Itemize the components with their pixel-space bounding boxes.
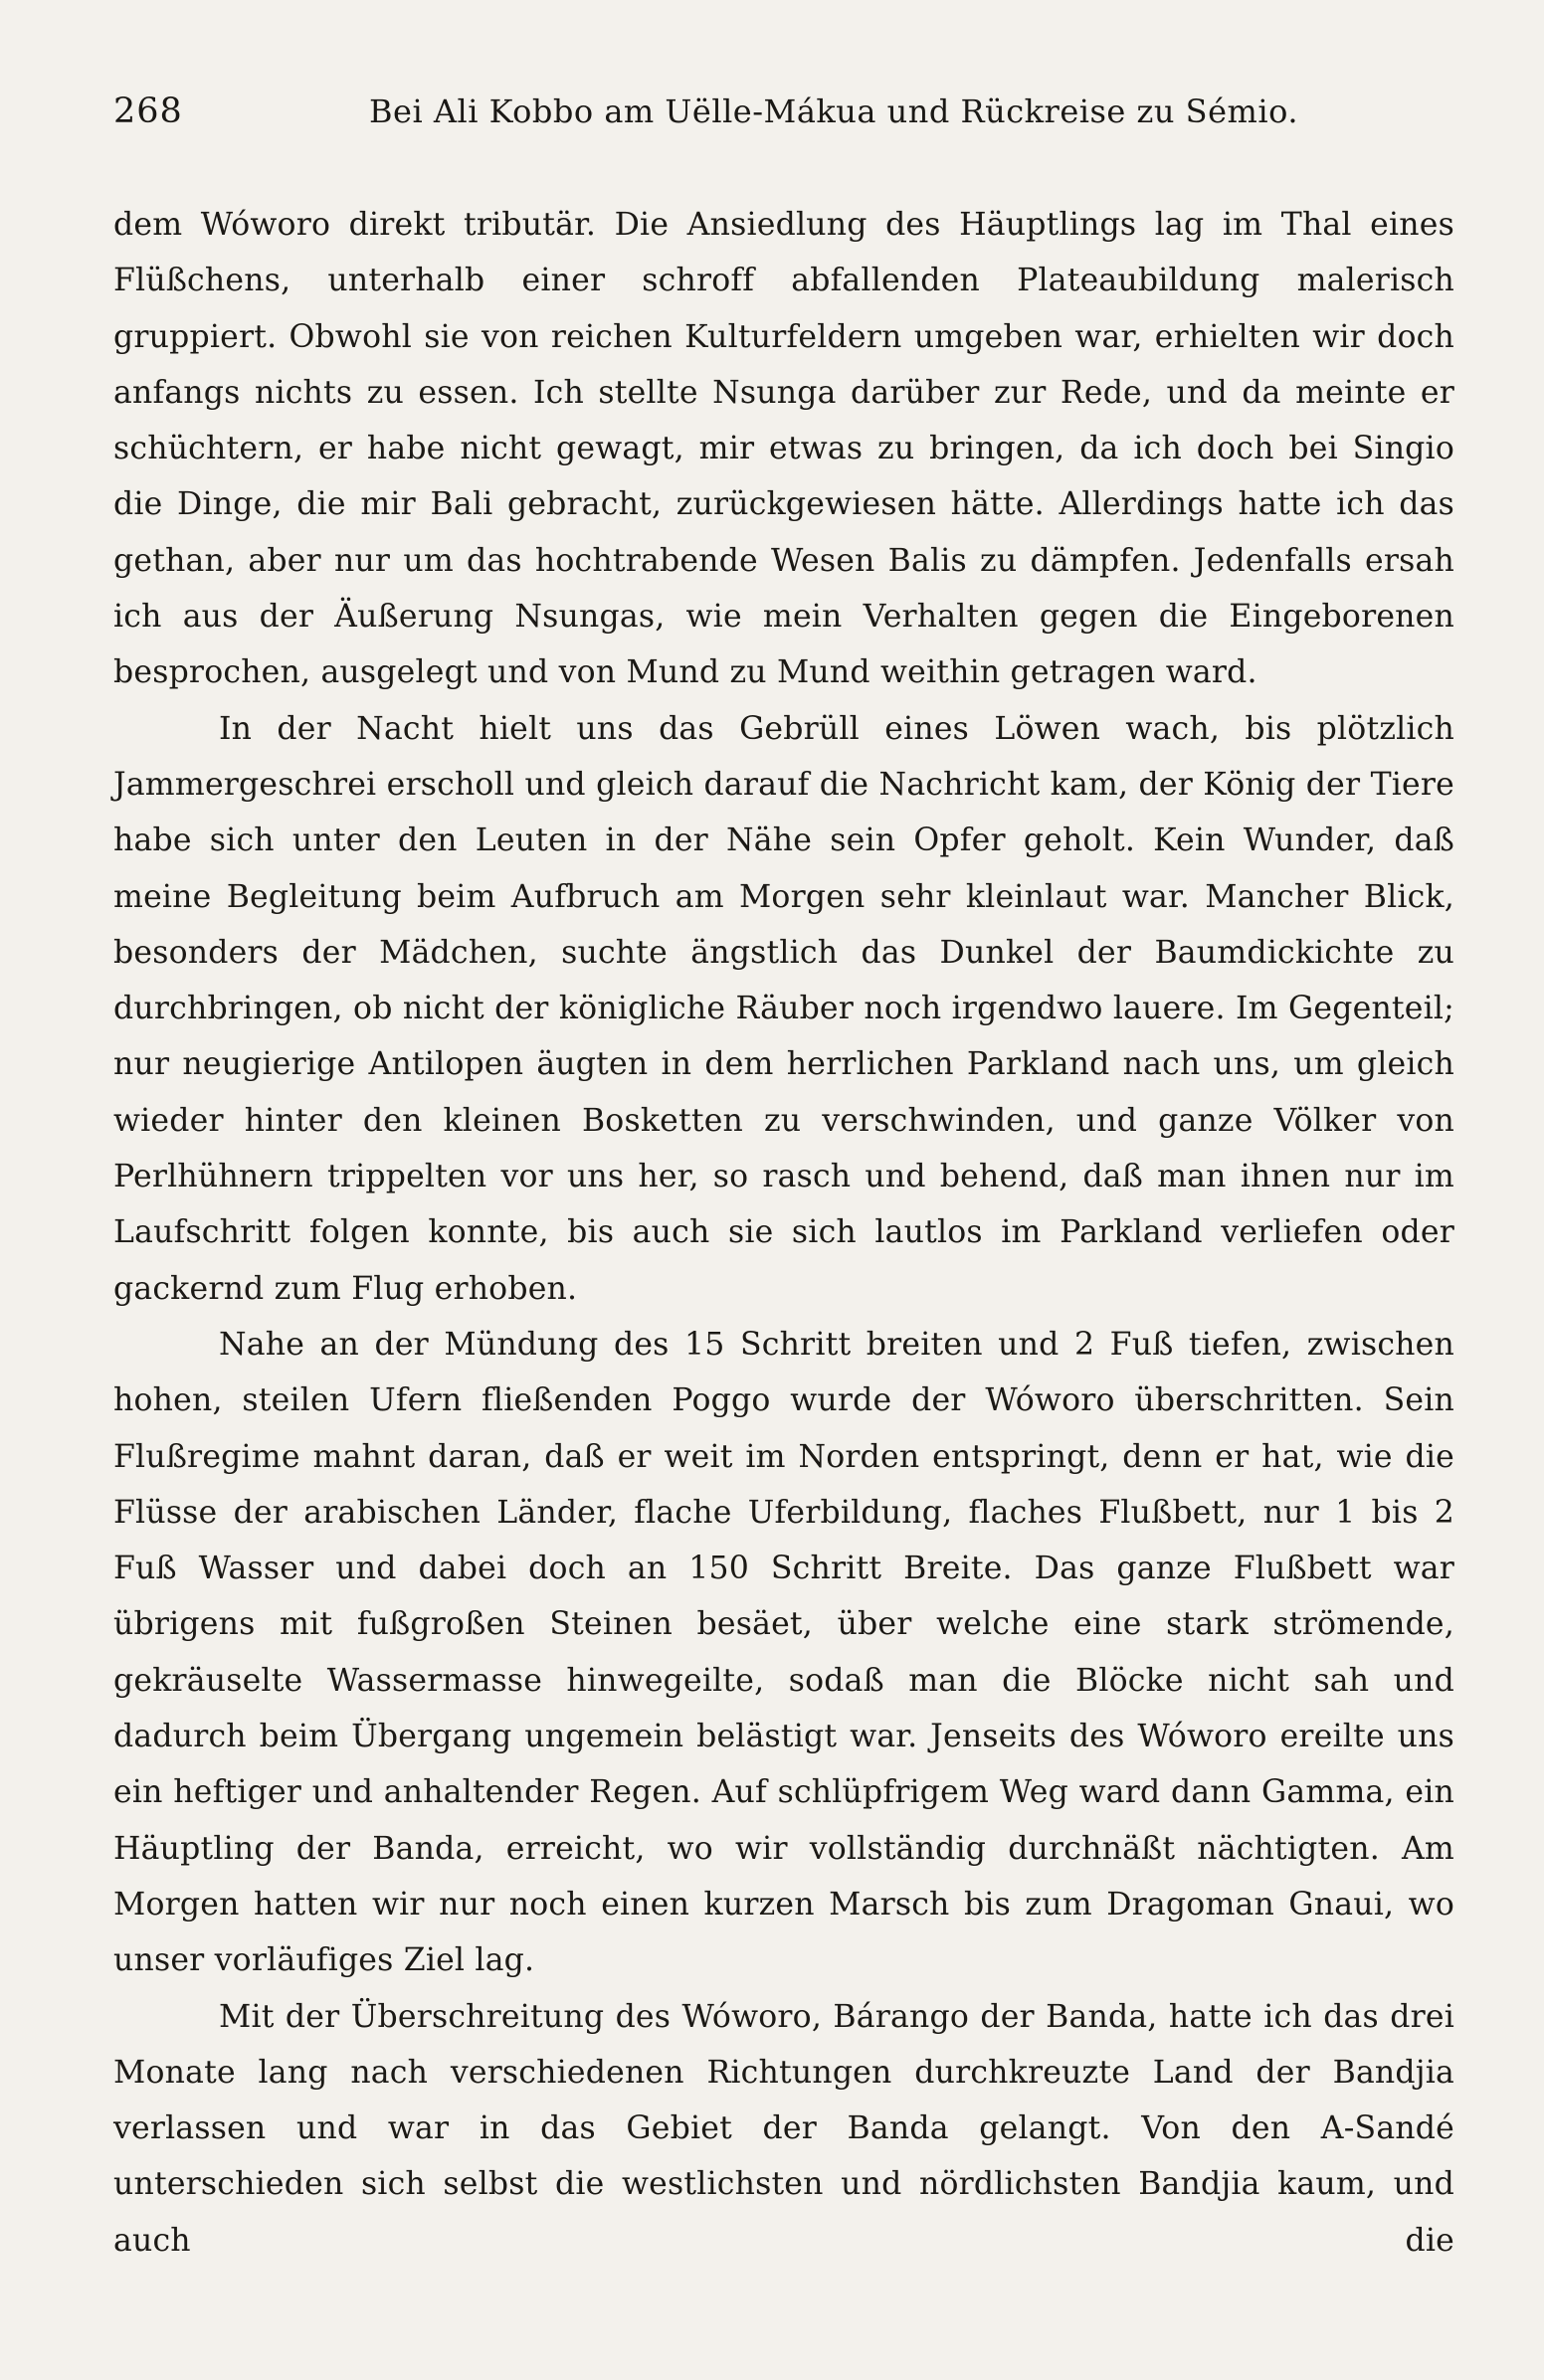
running-title: Bei Ali Kobbo am Uëlle-Mákua und Rückreise zu Sémio.	[369, 92, 1298, 130]
page-number: 268	[113, 92, 183, 131]
page-header	[113, 92, 1454, 151]
paragraph-4: Mit der Überschreitung des Wóworo, Bárango der Banda, hatte ich das drei Monate lang nach verschiedenen Richtungen durchkreuzte Land der Bandjia verlassen und war in das Gebiet der Banda gelangt. Von den A-Sandé unterschieden sich selbst die westlichsten und nördlichsten Bandjia kaum, und auch die	[113, 1998, 1454, 2259]
paragraph-2: In der Nacht hielt uns das Gebrüll eines Löwen wach, bis plötzlich Jammergeschrei erscholl und gleich darauf die Nachricht kam, der König der Tiere habe sich unter den Leuten in der Nähe sein Opfer geholt. Kein Wunder, daß meine Begleitung beim Aufbruch am Morgen sehr kleinlaut war. Mancher Blick, besonders der Mädchen, suchte ängstlich das Dunkel der Baumdickichte zu durchbringen, ob nicht der königliche Räuber noch irgendwo lauere. Im Gegenteil; nur neugierige Antilopen äugten in dem herrlichen Parkland nach uns, um gleich wieder hinter den kleinen Bosketten zu verschwinden, und ganze Völker von Perlhühnern trippelten vor uns her, so rasch und behend, daß man ihnen nur im Laufschritt folgen konnte, bis auch sie sich lautlos im Parkland verliefen oder gackernd zum Flug erhoben.	[113, 710, 1454, 1307]
paragraph-1: dem Wóworo direkt tributär. Die Ansiedlung des Häuptlings lag im Thal eines Flüßchens, unterhalb einer schroff abfallenden Plateaubildung malerisch gruppiert. Obwohl sie von reichen Kulturfeldern umgeben war, erhielten wir doch anfangs nichts zu essen. Ich stellte Nsunga darüber zur Rede, und da meinte er schüchtern, er habe nicht gewagt, mir etwas zu bringen, da ich doch bei Singio die Dinge, die mir Bali gebracht, zurückgewiesen hätte. Allerdings hatte ich das gethan, aber nur um das hochtrabende Wesen Balis zu dämpfen. Jedenfalls ersah ich aus der Äußerung Nsungas, wie mein Verhalten gegen die Eingeborenen besprochen, ausgelegt und von Mund zu Mund weithin getragen ward.	[113, 207, 1454, 691]
body-text	[113, 197, 1454, 2269]
paragraph-3: Nahe an der Mündung des 15 Schritt breiten und 2 Fuß tiefen, zwischen hohen, steilen Ufern fließenden Poggo wurde der Wóworo überschritten. Sein Flußregime mahnt daran, daß er weit im Norden entspringt, denn er hat, wie die Flüsse der arabischen Länder, flache Uferbildung, flaches Flußbett, nur 1 bis 2 Fuß Wasser und dabei doch an 150 Schritt Breite. Das ganze Flußbett war übrigens mit fußgroßen Steinen besäet, über welche eine stark strömende, gekräuselte Wassermasse hinwegeilte, sodaß man die Blöcke nicht sah und dadurch beim Übergang ungemein belästigt war. Jenseits des Wóworo ereilte uns ein heftiger und anhaltender Regen. Auf schlüpfrigem Weg ward dann Gamma, ein Häuptling der Banda, erreicht, wo wir vollständig durchnäßt nächtigten. Am Morgen hatten wir nur noch einen kurzen Marsch bis zum Dragoman Gnaui, wo unser vorläufiges Ziel lag.	[113, 1326, 1454, 1979]
